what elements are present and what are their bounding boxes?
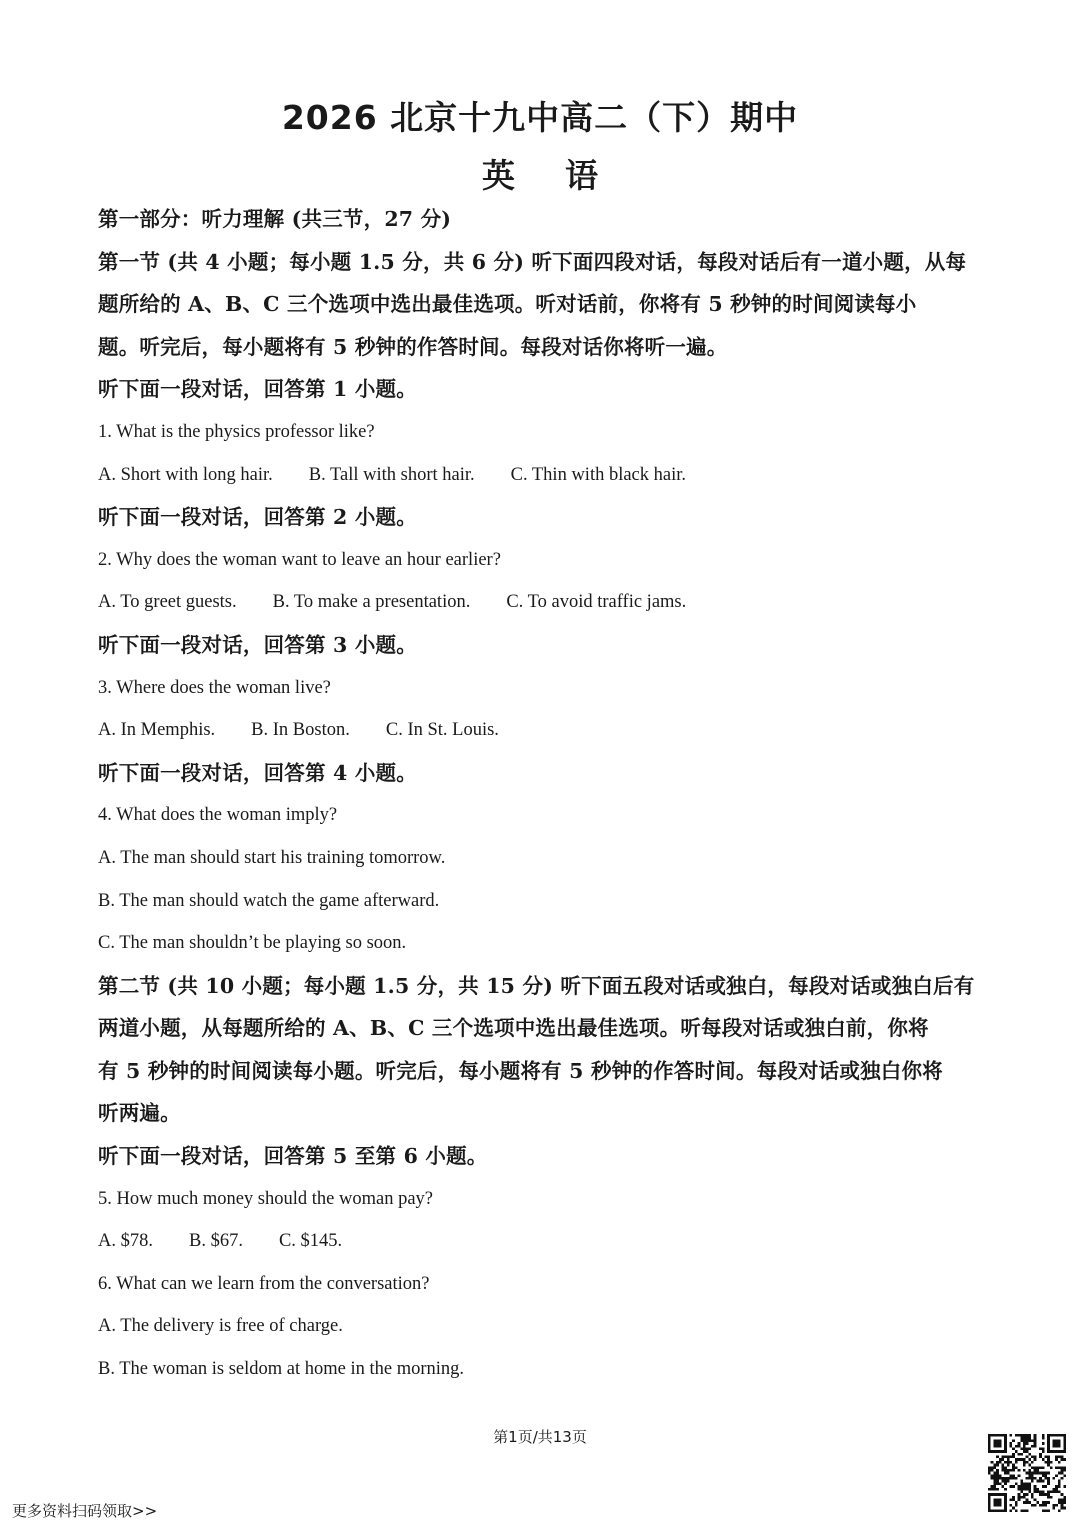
answer-option: B. $67. <box>189 1231 243 1252</box>
answer-option: C. Thin with black hair. <box>510 464 687 485</box>
answer-option: A. $78. <box>98 1231 153 1252</box>
exam-title: 2026 北京十九中高二（下）期中 <box>281 98 799 137</box>
exam-subject: 英语 <box>482 156 648 195</box>
answer-option: C. In St. Louis. <box>385 720 499 741</box>
section-instruction: 听下面一段对话，回答第 4 小题。 <box>98 760 417 785</box>
answer-option: B. Tall with short hair. <box>308 464 475 485</box>
section-instruction: 听下面一段对话，回答第 1 小题。 <box>98 377 417 402</box>
more-materials-link[interactable]: 更多资料扫码领取>> <box>12 1502 158 1520</box>
section-instruction: 第一部分：听力理解 (共三节，27 分) <box>98 207 452 231</box>
question-line: A. The man should start his training tomorrow. <box>98 847 446 868</box>
answer-option: A. To greet guests. <box>98 592 237 613</box>
question-line: C. The man shouldn’t be playing so soon. <box>98 933 407 954</box>
question-line: 2. Why does the woman want to leave an hour earlier? <box>98 549 501 570</box>
section-instruction: 听两遍。 <box>98 1101 181 1126</box>
question-line: A. The delivery is free of charge. <box>98 1316 343 1337</box>
question-line: B. The man should watch the game afterward. <box>98 890 440 911</box>
answer-options <box>98 581 988 624</box>
section-instruction: 有 5 秒钟的时间阅读每小题。听完后，每小题将有 5 秒钟的作答时间。每段对话或独白你将 <box>98 1058 943 1083</box>
section-instruction: 第一节 (共 4 小题；每小题 1.5 分，共 6 分) 听下面四段对话，每段对话后有一道小题，从每 <box>98 249 967 274</box>
answer-option: C. To avoid traffic jams. <box>506 592 687 613</box>
answer-option: B. In Boston. <box>251 720 350 741</box>
question-line: 5. How much money should the woman pay? <box>98 1188 433 1209</box>
section-instruction: 题所给的 A、B、C 三个选项中选出最佳选项。听对话前，你将有 5 秒钟的时间阅读每小 <box>98 292 917 317</box>
exam-content <box>98 198 988 1391</box>
question-line: 3. Where does the woman live? <box>98 677 331 698</box>
section-instruction: 两道小题，从每题所给的 A、B、C 三个选项中选出最佳选项。听每段对话或独白前，你将 <box>98 1016 929 1041</box>
question-line: B. The woman is seldom at home in the morning. <box>98 1359 465 1380</box>
page-indicator: 第1页/共13页 <box>493 1428 587 1446</box>
answer-options <box>98 1220 988 1263</box>
section-instruction: 听下面一段对话，回答第 2 小题。 <box>98 505 417 530</box>
section-instruction: 听下面一段对话，回答第 5 至第 6 小题。 <box>98 1144 488 1169</box>
question-line: 6. What can we learn from the conversation? <box>98 1273 430 1294</box>
question-line: 4. What does the woman imply? <box>98 805 338 826</box>
answer-option: A. In Memphis. <box>98 720 216 741</box>
section-instruction: 听下面一段对话，回答第 3 小题。 <box>98 632 417 657</box>
section-instruction: 第二节 (共 10 小题；每小题 1.5 分，共 15 分) 听下面五段对话或独白，每段对话或独白后有 <box>98 973 975 998</box>
answer-options <box>98 454 988 497</box>
question-line: 1. What is the physics professor like? <box>98 421 375 442</box>
qr-code-icon[interactable] <box>988 1434 1066 1512</box>
answer-option: A. Short with long hair. <box>98 464 273 485</box>
answer-option: C. $145. <box>278 1231 343 1252</box>
answer-option: B. To make a presentation. <box>272 592 471 613</box>
section-instruction: 题。听完后，每小题将有 5 秒钟的作答时间。每段对话你将听一遍。 <box>98 334 728 359</box>
answer-options <box>98 709 988 752</box>
